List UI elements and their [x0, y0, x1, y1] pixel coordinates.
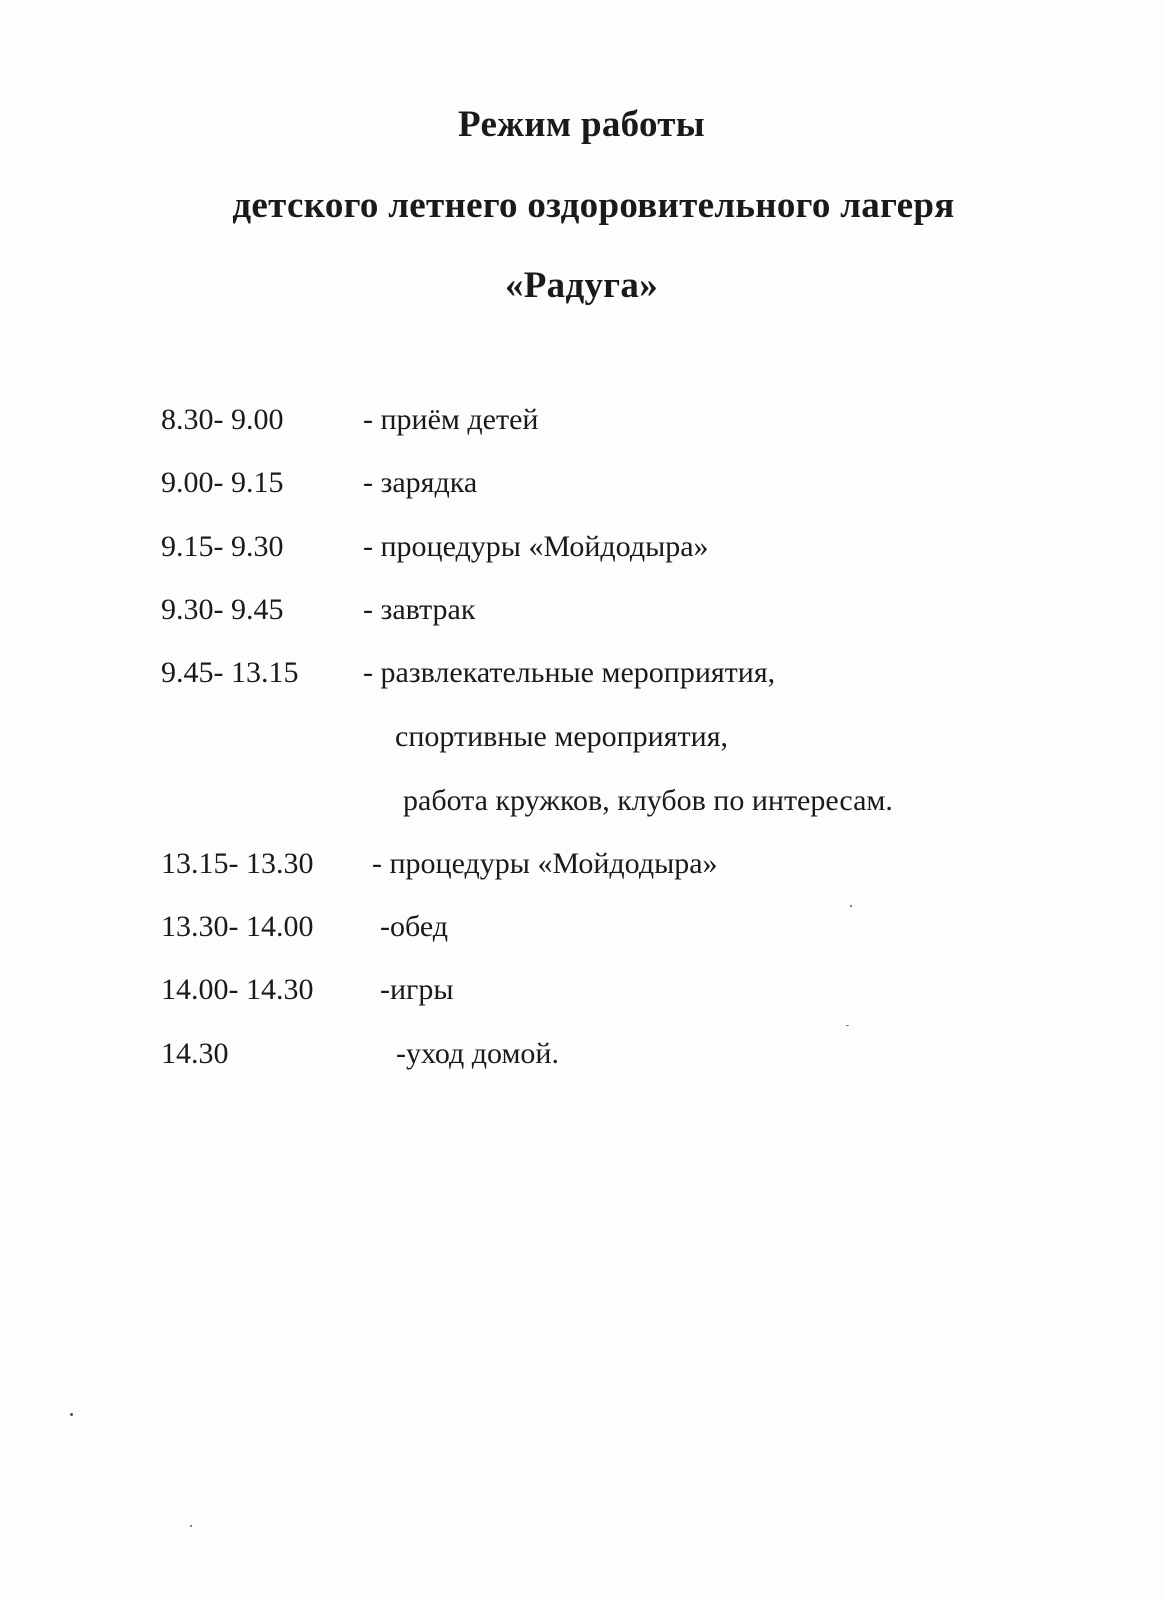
schedule-activity: - зарядка: [363, 466, 478, 499]
schedule-activity: - процедуры «Мойдодыра»: [363, 530, 709, 563]
schedule-activity: -обед: [380, 910, 449, 943]
schedule-time: 9.45- 13.15: [161, 656, 299, 689]
schedule-time: 9.00- 9.15: [161, 466, 284, 499]
schedule-activity-continuation: работа кружков, клубов по интересам.: [403, 784, 893, 817]
schedule-time: 14.00- 14.30: [161, 973, 314, 1006]
schedule-time: 9.15- 9.30: [161, 530, 284, 563]
scan-speck: [850, 905, 852, 907]
schedule-activity: -игры: [380, 973, 454, 1006]
scan-speck: [70, 1413, 73, 1416]
document-title: Режим работы: [458, 104, 705, 145]
schedule-activity-continuation: спортивные мероприятия,: [395, 720, 729, 753]
schedule-time: 8.30- 9.00: [161, 403, 284, 436]
schedule-time: 13.30- 14.00: [161, 910, 314, 943]
schedule-activity: - развлекательные мероприятия,: [363, 656, 776, 689]
schedule-activity: - процедуры «Мойдодыра»: [372, 847, 718, 880]
schedule-time: 9.30- 9.45: [161, 593, 284, 626]
schedule-activity: - завтрак: [363, 593, 476, 626]
scan-speck: [190, 1525, 192, 1527]
schedule-activity: -уход домой.: [396, 1037, 559, 1070]
schedule-time: 14.30: [161, 1037, 229, 1070]
scan-speck: [846, 1025, 849, 1026]
schedule-activity: - приём детей: [363, 403, 539, 436]
camp-name: «Радуга»: [504, 265, 659, 306]
document-subtitle: детского летнего оздоровительного лагеря: [232, 185, 955, 226]
schedule-time: 13.15- 13.30: [161, 847, 314, 880]
